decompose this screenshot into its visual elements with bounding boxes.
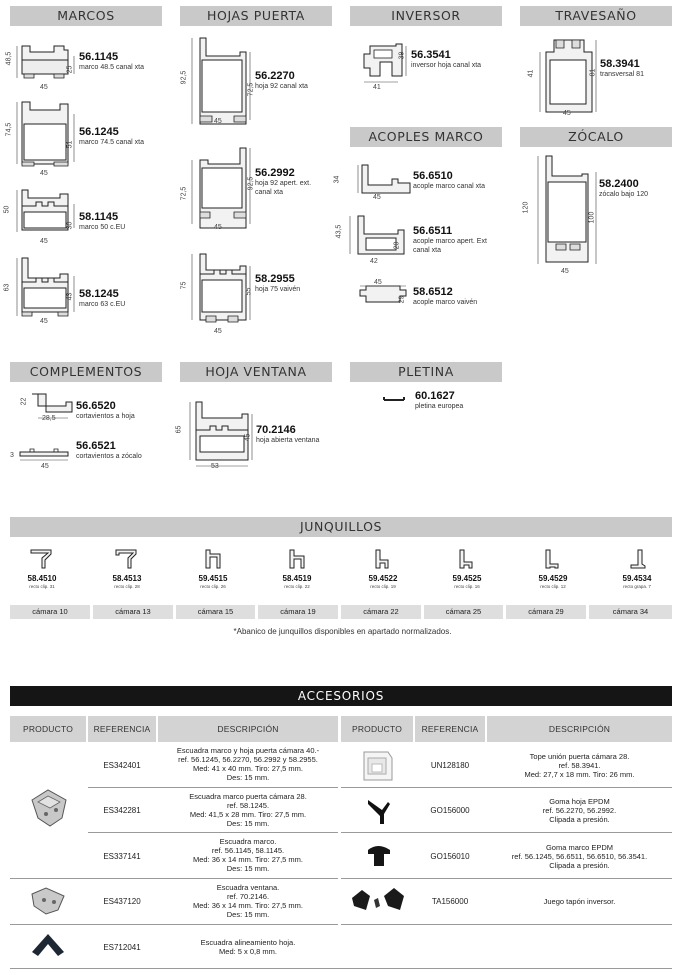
th-referencia-right: REFERENCIA — [415, 716, 485, 742]
desc-ta156000 — [487, 880, 672, 922]
dim-56-6510-w: 45 — [373, 194, 381, 201]
desc-70-2146: hoja abierta ventana — [256, 437, 320, 444]
junquillo-59-4515-drawing — [200, 548, 226, 570]
desc-58-1245: marco 63 c.EU — [79, 301, 126, 308]
desc-56-2992-line1: hoja 92 apert. ext. — [255, 180, 312, 187]
dim-56-2992-h: 72,5 — [180, 186, 188, 201]
profile-60-1627-drawing — [383, 394, 405, 404]
junquillo-59-4529 — [513, 574, 593, 589]
dim-58-1245-c: 43 — [66, 292, 74, 301]
desc-line: ref. 56.1245, 56.2270, 56.2992 y 58.2955. — [178, 755, 318, 764]
code-56-2270: 56.2270 — [255, 70, 295, 82]
junquillo-desc: recto clip. 19 — [370, 584, 396, 589]
ref-es342281: ES342281 — [103, 805, 141, 815]
tapon-inversor-image — [350, 886, 406, 918]
desc-line: Med: 41 x 40 mm. Tiro: 27,5 mm. — [192, 764, 304, 773]
junquillo-code: 59.4522 — [368, 574, 398, 583]
ref-un128180: UN128180 — [430, 760, 470, 770]
section-junquillos: JUNQUILLOS — [10, 517, 672, 537]
section-zocalo: ZÓCALO — [520, 127, 672, 147]
desc-56-3541: inversor hoja canal xta — [411, 62, 482, 69]
dim-56-3541-h: 39 — [398, 51, 406, 60]
dim-58-1245-h: 63 — [3, 283, 11, 292]
junquillo-58-4519 — [257, 574, 337, 589]
dim-56-6520-h: 22 — [20, 397, 28, 406]
row-divider — [341, 832, 672, 833]
dim-56-1145-w: 45 — [40, 84, 48, 91]
dim-58-3941-w: 45 — [563, 110, 571, 117]
desc-56-2270: hoja 92 canal xta — [255, 83, 308, 90]
desc-line: Escuadra marco y hoja puerta cámara 40.- — [176, 746, 320, 755]
th-producto-left: PRODUCTO — [10, 716, 86, 742]
section-complementos: COMPLEMENTOS — [10, 362, 162, 382]
junquillo-59-4522 — [343, 574, 423, 589]
junquillo-code: 58.4519 — [282, 574, 312, 583]
desc-line: ref. 70.2146. — [226, 892, 270, 901]
dim-58-3941-h: 41 — [527, 69, 535, 78]
code-70-2146: 70.2146 — [256, 424, 296, 436]
code-56-1245: 56.1245 — [79, 126, 119, 138]
desc-56-1145: marco 48.5 canal xta — [79, 64, 144, 71]
junquillo-code: 59.4529 — [538, 574, 568, 583]
desc-line: ref. 58.1245. — [226, 801, 270, 810]
junquillo-desc: recto clip. 28 — [114, 584, 140, 589]
camara-22: cámara 22 — [341, 605, 421, 619]
row-divider — [341, 924, 672, 925]
dim-58-6512-w: 45 — [374, 279, 382, 286]
ref-go156010: GO156010 — [430, 851, 470, 861]
camara-10: cámara 10 — [10, 605, 90, 619]
desc-line: Escuadra marco puerta cámara 28. — [189, 792, 307, 801]
desc-56-1245: marco 74.5 canal xta — [79, 139, 144, 146]
desc-56-6511-line1: acople marco apert. Ext — [413, 238, 487, 245]
section-marcos: MARCOS — [10, 6, 162, 26]
desc-un128180 — [487, 744, 672, 786]
dim-58-2400-w: 45 — [561, 268, 569, 275]
code-58-2400: 58.2400 — [599, 178, 639, 190]
code-60-1627: 60.1627 — [415, 390, 455, 402]
section-hojas-puerta: HOJAS PUERTA — [180, 6, 332, 26]
desc-line: Escuadra marco. — [219, 837, 277, 846]
code-56-6521: 56.6521 — [76, 440, 116, 452]
ref-es712041: ES712041 — [103, 942, 141, 952]
desc-line: Des: 15 mm. — [226, 910, 270, 919]
desc-line: Med: 36 x 14 mm. Tiro: 27,5 mm. — [192, 855, 304, 864]
dim-70-2146-c: 45 — [244, 433, 252, 442]
dim-58-2400-c: 100 — [588, 211, 596, 224]
code-58-2955: 58.2955 — [255, 273, 295, 285]
desc-line: Goma marco EPDM — [545, 842, 614, 852]
camara-29: cámara 29 — [506, 605, 586, 619]
code-56-6510: 56.6510 — [413, 170, 453, 182]
desc-line: Med: 5 x 0,8 mm. — [219, 947, 277, 956]
dim-58-1145-c: 30 — [66, 221, 74, 230]
junquillo-58-4510 — [2, 574, 82, 589]
th-referencia-left: REFERENCIA — [88, 716, 156, 742]
desc-es342281 — [158, 788, 338, 832]
junquillo-58-4510-drawing — [29, 548, 55, 570]
escuadra-alineamiento-image — [30, 930, 66, 960]
desc-es337141 — [158, 833, 338, 877]
dim-56-6511-c: 20 — [393, 241, 401, 250]
th-producto-right: PRODUCTO — [341, 716, 413, 742]
row-divider — [341, 787, 672, 788]
junquillo-code: 58.4513 — [112, 574, 142, 583]
junquillo-code: 59.4515 — [198, 574, 228, 583]
dim-58-2400-h: 120 — [522, 201, 530, 214]
tope-union-image — [358, 744, 398, 786]
desc-56-2992 — [255, 180, 311, 197]
junquillo-58-4513-drawing — [114, 548, 140, 570]
code-58-6512: 58.6512 — [413, 286, 453, 298]
profile-56-3541-drawing — [358, 42, 410, 84]
desc-go156010 — [487, 835, 672, 877]
junquillo-desc: recto clip. 16 — [454, 584, 480, 589]
dim-56-6510-h: 34 — [333, 175, 341, 184]
code-56-3541: 56.3541 — [411, 49, 451, 61]
desc-56-6511-line2: canal xta — [413, 246, 442, 254]
desc-es712041 — [158, 926, 338, 968]
dim-56-1245-c: 51 — [66, 140, 74, 149]
junquillo-58-4519-drawing — [284, 548, 310, 570]
dim-56-6520-w: 28,5 — [42, 415, 56, 422]
escuadra-puerta-image — [26, 786, 70, 830]
profile-56-6521-drawing — [18, 446, 72, 464]
dim-58-6512-h: 29 — [398, 295, 406, 304]
desc-58-6512: acople marco vaivén — [413, 299, 478, 306]
dim-56-2992-w: 45 — [214, 224, 222, 231]
desc-line: ref. 56.1245, 56.6511, 56.6510, 56.3541. — [511, 851, 648, 861]
th-descripcion-right: DESCRIPCIÓN — [487, 716, 672, 742]
junquillo-59-4515 — [173, 574, 253, 589]
desc-line: ref. 56.1145, 58.1145. — [211, 846, 285, 855]
dim-58-2955-h: 75 — [180, 281, 188, 290]
junquillo-59-4525 — [427, 574, 507, 589]
code-56-2992: 56.2992 — [255, 167, 295, 179]
camara-34: cámara 34 — [589, 605, 672, 619]
dim-56-1245-w: 45 — [40, 170, 48, 177]
desc-58-2955: hoja 75 vaivén — [255, 286, 301, 293]
desc-56-2992-line2: canal xta — [255, 188, 284, 196]
desc-line: Med: 41,5 x 28 mm. Tiro: 27,5 mm. — [189, 810, 307, 819]
desc-line: Med: 36 x 14 mm. Tiro: 27,5 mm. — [192, 901, 304, 910]
section-acoples-marco: ACOPLES MARCO — [350, 127, 502, 147]
dim-56-3541-w: 41 — [373, 84, 381, 91]
desc-line: Des: 15 mm. — [226, 864, 270, 873]
junquillo-59-4534 — [597, 574, 677, 589]
escuadra-ventana-image — [28, 884, 68, 918]
profile-56-6510-drawing — [356, 163, 414, 203]
code-56-6511: 56.6511 — [413, 225, 453, 237]
profile-56-1145-drawing — [14, 42, 80, 82]
goma-marco-image — [362, 838, 396, 872]
camara-15: cámara 15 — [176, 605, 255, 619]
desc-line: ref. 56.2270, 56.2992. — [542, 805, 617, 815]
junquillo-code: 59.4534 — [622, 574, 652, 583]
desc-line: Escuadra ventana. — [216, 883, 280, 892]
desc-line: ref. 58.3941. — [558, 760, 601, 770]
dim-56-2992-c: 92,5 — [247, 176, 255, 191]
row-divider — [341, 878, 672, 879]
row-divider — [10, 924, 338, 925]
junquillo-desc: recto clip. 12 — [540, 584, 566, 589]
dim-58-2955-w: 45 — [214, 328, 222, 335]
code-56-1145: 56.1145 — [79, 51, 119, 63]
ref-ta156000: TA156000 — [431, 896, 469, 906]
dim-56-6511-w: 42 — [370, 258, 378, 265]
desc-line: Des: 15 mm. — [226, 819, 270, 828]
dim-70-2146-h: 65 — [175, 425, 183, 434]
dim-58-1145-h: 50 — [3, 205, 11, 214]
code-58-1145: 58.1145 — [79, 211, 119, 223]
camara-13: cámara 13 — [93, 605, 173, 619]
dim-56-2270-c: 72,5 — [247, 82, 255, 97]
desc-56-6520: cortavientos a hoja — [76, 413, 135, 420]
desc-56-6521: cortavientos a zócalo — [76, 453, 142, 460]
desc-line: Med: 27,7 x 18 mm. Tiro: 26 mm. — [524, 769, 635, 779]
desc-es342401 — [158, 742, 338, 786]
profile-56-1245-drawing — [14, 100, 80, 168]
ref-es437120: ES437120 — [103, 896, 141, 906]
th-descripcion-left: DESCRIPCIÓN — [158, 716, 338, 742]
dim-56-1145-h: 48,5 — [5, 51, 13, 66]
desc-line: Clipada a presión. — [549, 860, 610, 870]
junquillos-note: *Abanico de junquillos disponibles en apartado normalizados. — [233, 627, 452, 636]
section-travesano: TRAVESAÑO — [520, 6, 672, 26]
ref-go156000: GO156000 — [430, 805, 470, 815]
desc-58-2400: zócalo bajo 120 — [599, 191, 649, 198]
dim-58-1245-w: 45 — [40, 318, 48, 325]
junquillo-code: 58.4510 — [27, 574, 57, 583]
section-pletina: PLETINA — [350, 362, 502, 382]
dim-56-2270-h: 92,5 — [180, 70, 188, 85]
section-inversor: INVERSOR — [350, 6, 502, 26]
dim-70-2146-w: 53 — [211, 463, 219, 470]
desc-line: Juego tapón inversor. — [543, 896, 616, 906]
desc-58-3941: transversal 81 — [600, 71, 644, 78]
junquillo-59-4529-drawing — [540, 548, 566, 570]
row-divider — [10, 968, 672, 969]
goma-hoja-image — [364, 794, 394, 828]
junquillo-59-4534-drawing — [624, 548, 650, 570]
desc-es437120 — [158, 879, 338, 923]
desc-56-6511 — [413, 238, 487, 255]
camara-19: cámara 19 — [258, 605, 338, 619]
desc-58-1145: marco 50 c.EU — [79, 224, 126, 231]
desc-60-1627: pletina europea — [415, 403, 464, 410]
desc-line: Des: 15 mm. — [226, 773, 270, 782]
dim-56-1145-c: 25 — [66, 65, 74, 74]
junquillo-code: 59.4525 — [452, 574, 482, 583]
code-58-3941: 58.3941 — [600, 58, 640, 70]
dim-56-6511-h: 43,5 — [335, 224, 343, 239]
code-58-1245: 58.1245 — [79, 288, 119, 300]
section-accesorios: ACCESORIOS — [10, 686, 672, 706]
profile-58-1145-drawing — [14, 188, 80, 240]
profile-58-1245-drawing — [14, 256, 80, 320]
dim-56-6521-h: 3 — [10, 452, 14, 459]
desc-line: Escuadra alineamiento hoja. — [200, 938, 296, 947]
dim-56-1245-h: 74,5 — [5, 122, 13, 137]
ref-es342401: ES342401 — [103, 760, 141, 770]
desc-56-6510: acople marco canal xta — [413, 183, 485, 190]
ref-es337141: ES337141 — [103, 851, 141, 861]
junquillo-desc: recto clip. 22 — [284, 584, 310, 589]
junquillo-59-4522-drawing — [370, 548, 396, 570]
desc-line: Tope unión puerta cámara 28. — [529, 751, 630, 761]
profile-56-6511-drawing — [348, 214, 410, 266]
desc-go156000 — [487, 789, 672, 831]
dim-56-2270-w: 45 — [214, 118, 222, 125]
desc-line: Goma hoja EPDM — [549, 796, 610, 806]
profile-56-2992-drawing — [186, 146, 256, 234]
profile-58-3941-drawing — [538, 38, 600, 118]
section-hoja-ventana: HOJA VENTANA — [180, 362, 332, 382]
junquillo-desc: recto clip. 31 — [29, 584, 55, 589]
dim-58-2955-c: 55 — [245, 287, 253, 296]
junquillo-desc: recto grapa. 7 — [623, 584, 651, 589]
junquillo-59-4525-drawing — [454, 548, 480, 570]
dim-58-1145-w: 45 — [40, 238, 48, 245]
desc-line: Clipada a presión. — [549, 814, 610, 824]
code-56-6520: 56.6520 — [76, 400, 116, 412]
junquillo-58-4513 — [87, 574, 167, 589]
junquillo-desc: recto clip. 26 — [200, 584, 226, 589]
camara-25: cámara 25 — [424, 605, 503, 619]
dim-56-6521-w: 45 — [41, 463, 49, 470]
dim-58-3941-c: 81 — [589, 68, 597, 77]
